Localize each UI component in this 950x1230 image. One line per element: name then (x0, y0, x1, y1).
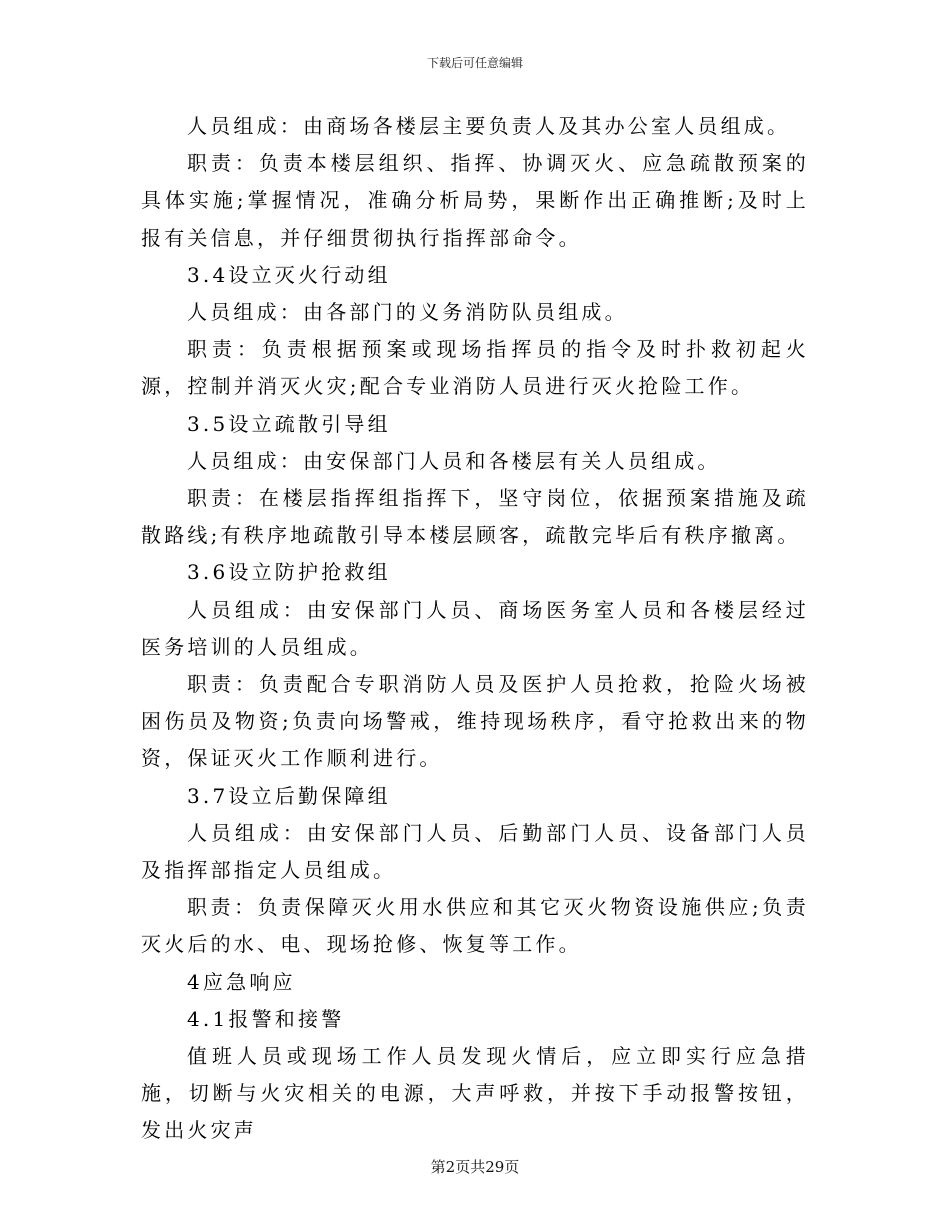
page-number: 第2页共29页 (430, 1158, 520, 1176)
section-heading: 3.4设立灭火行动组 (187, 262, 391, 287)
section-heading: 3.5设立疏散引导组 (187, 411, 391, 436)
paragraph: 职责：负责保障灭火用水供应和其它灭火物资设施供应;负责灭火后的水、电、现场抢修、恢复等工作。 (141, 895, 809, 957)
paragraph: 人员组成：由商场各楼层主要负责人及其办公室人员组成。 (187, 114, 791, 138)
section-heading: 3.6设立防护抢救组 (187, 560, 391, 585)
paragraph: 人员组成：由安保部门人员、商场医务室人员和各楼层经过医务培训的人员组成。 (141, 597, 809, 659)
paragraph: 职责：在楼层指挥组指挥下，坚守岗位，依据预案措施及疏散路线;有秩序地疏散引导本楼层顾客，疏散完毕后有秩序撤离。 (141, 486, 809, 548)
section-heading: 4应急响应 (187, 969, 296, 994)
paragraph: 值班人员或现场工作人员发现火情后，应立即实行应急措施，切断与火灾相关的电源，大声呼救，并按下手动报警按钮，发出火灾声 (141, 1044, 809, 1143)
page-header-note: 下载后可任意编辑 (426, 56, 523, 70)
document-body (141, 108, 809, 1150)
section-heading: 4.1报警和接警 (187, 1006, 345, 1031)
paragraph: 职责：负责配合专职消防人员及医护人员抢救，抢险火场被困伤员及物资;负责向场警戒，维持现场秩序，看守抢救出来的物资，保证灭火工作顺利进行。 (141, 672, 809, 771)
paragraph: 人员组成：由安保部门人员、后勤部门人员、设备部门人员及指挥部指定人员组成。 (141, 820, 809, 883)
paragraph: 职责：负责根据预案或现场指挥员的指令及时扑救初起火源，控制并消灭火灾;配合专业消防人员进行灭火抢险工作。 (141, 337, 809, 399)
section-heading: 3.7设立后勤保障组 (187, 783, 391, 808)
paragraph: 职责：负责本楼层组织、指挥、协调灭火、应急疏散预案的具体实施;掌握情况，准确分析局势，果断作出正确推断;及时上报有关信息，并仔细贯彻执行指挥部命令。 (141, 151, 809, 250)
paragraph: 人员组成：由安保部门人员和各楼层有关人员组成。 (187, 448, 721, 473)
paragraph: 人员组成：由各部门的义务消防队员组成。 (187, 300, 628, 325)
